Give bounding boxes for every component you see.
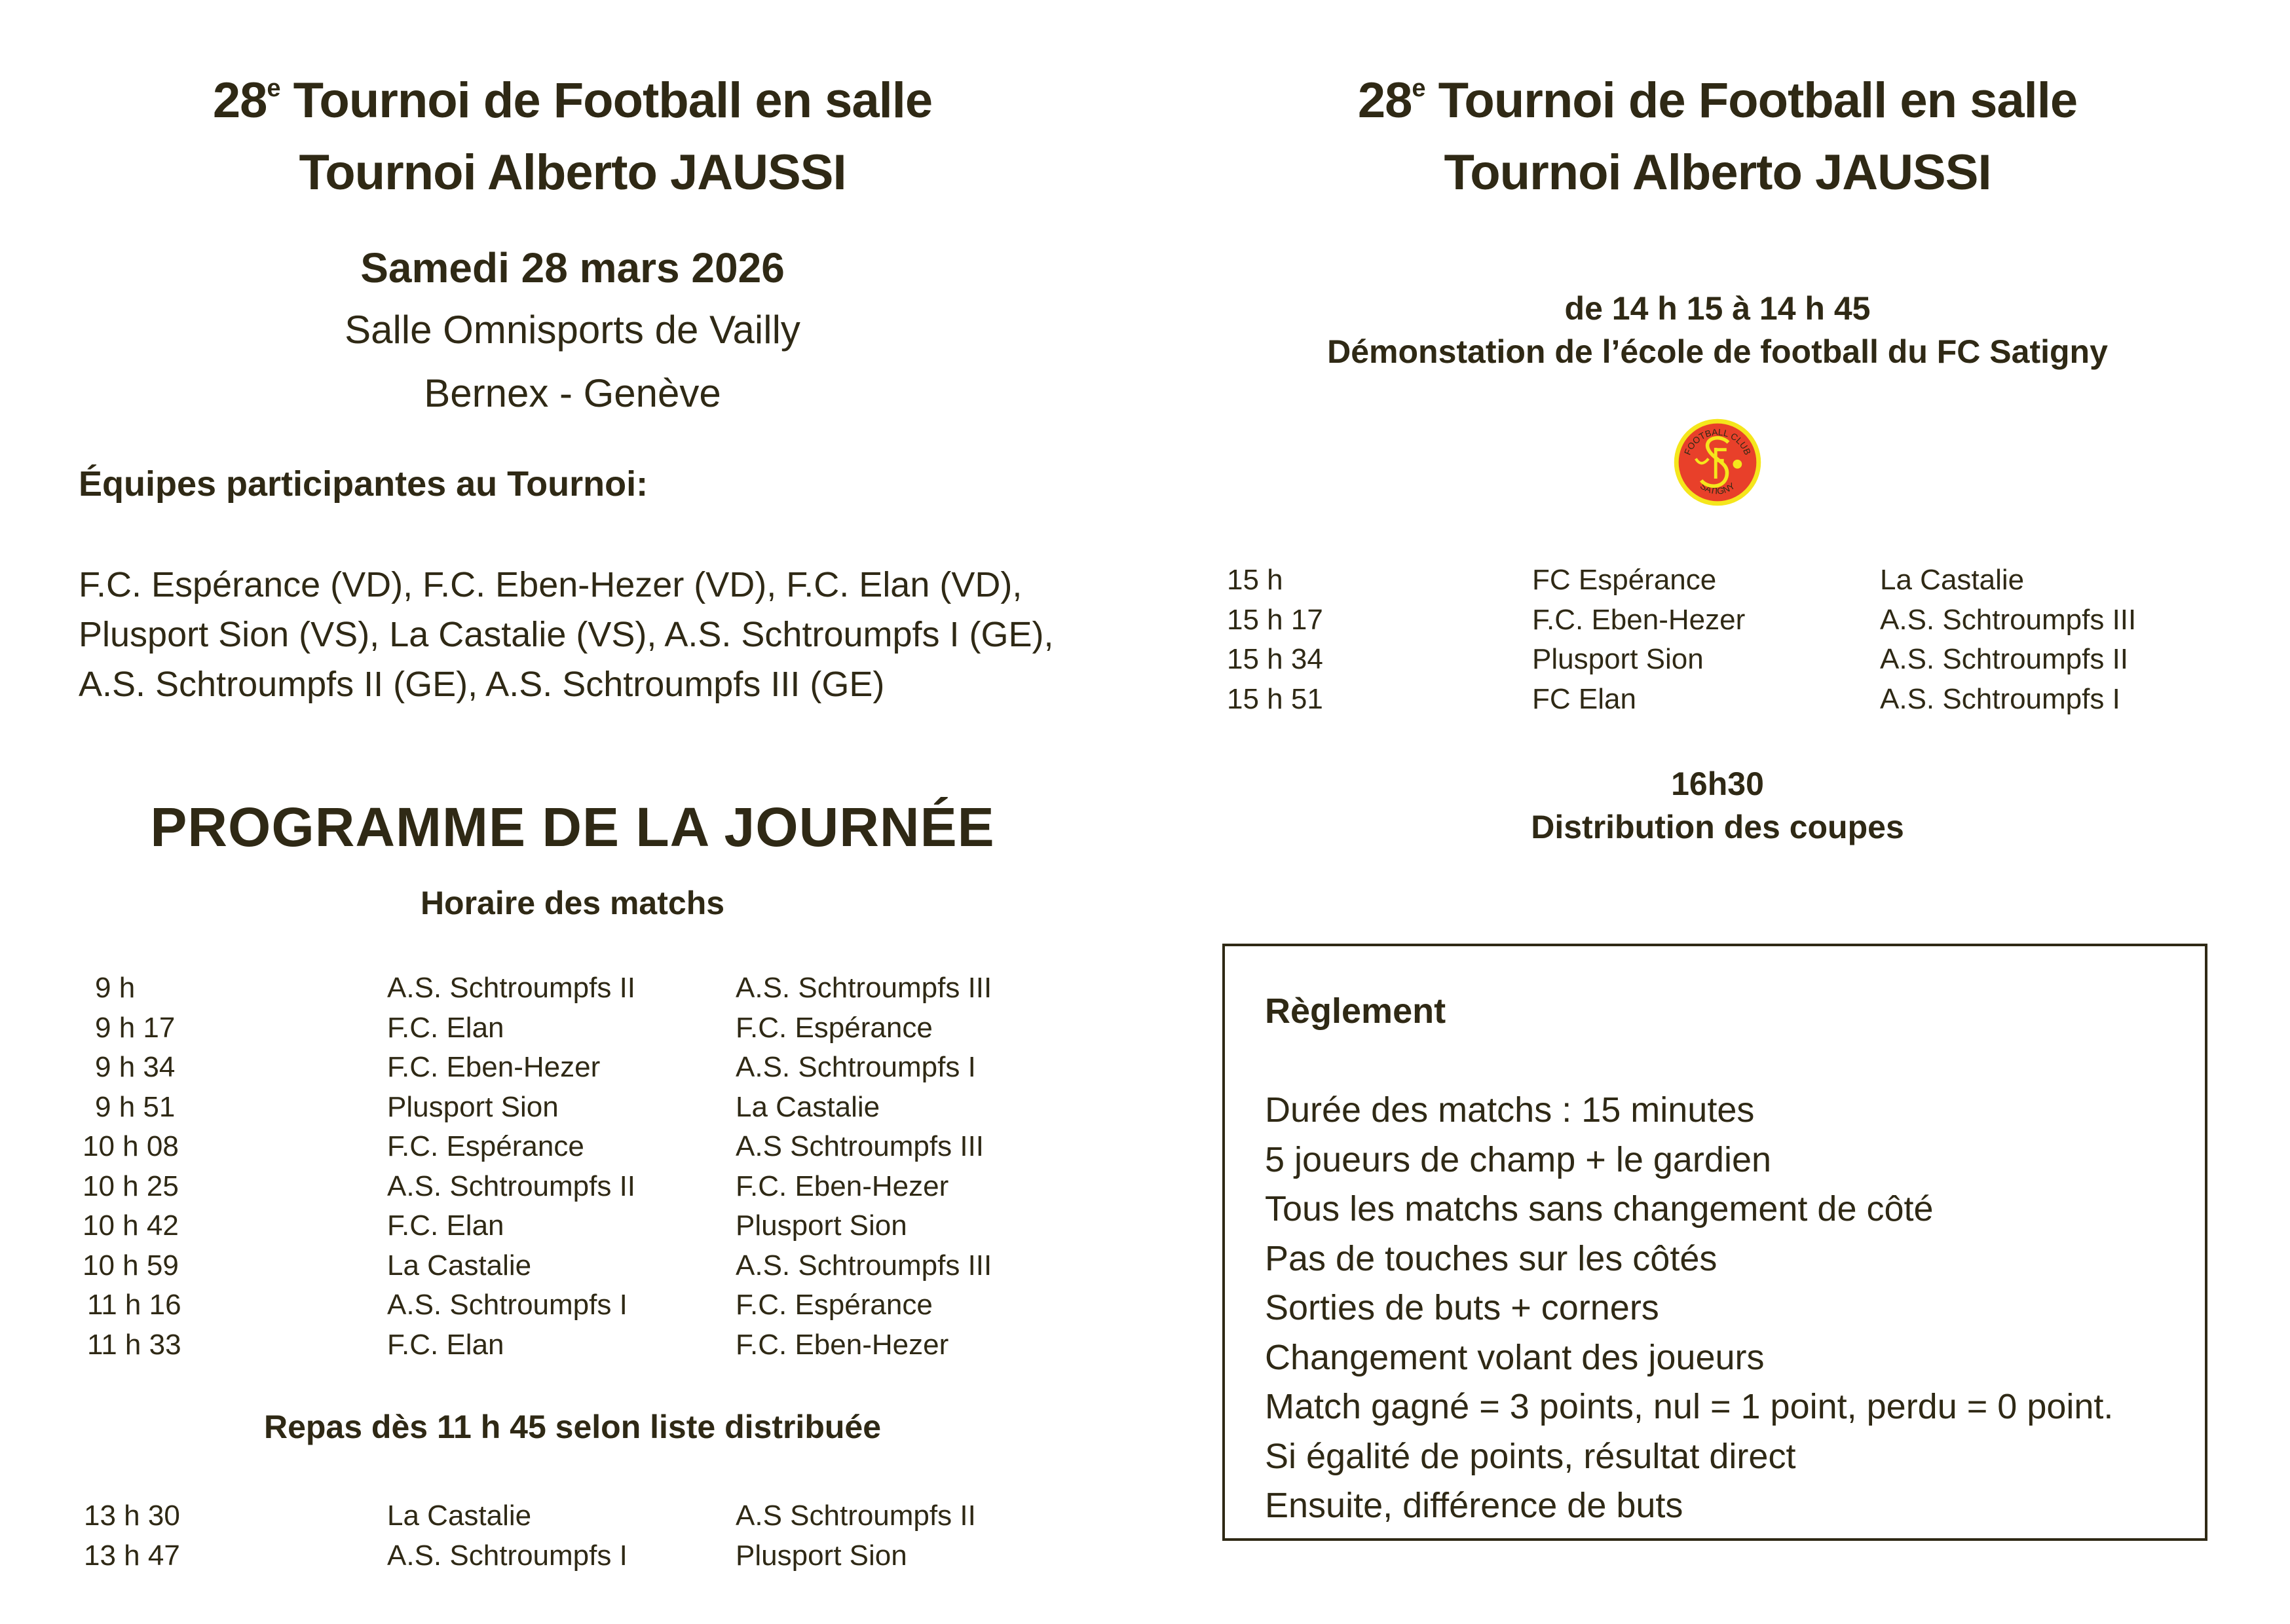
match-time: 15 h [1227,564,1283,596]
match-home-team: F.C. Eben-Hezer [1532,603,1746,636]
event-date: Samedi 28 mars 2026 [360,244,785,291]
match-away-team: A.S. Schtroumpfs I [1880,682,2120,715]
match-time: 10 h 59 [83,1249,179,1282]
left-title-ordinal: e [267,74,280,102]
logo-bottom-text: SATIGNY [1698,481,1737,496]
teams-list-line: F.C. Espérance (VD), F.C. Eben-Hezer (VD), F.C. Elan (VD), [79,565,1023,604]
match-home-team: F.C. Elan [387,1209,504,1242]
logo-star [1733,460,1742,469]
demo-label: Démonstation de l’école de football du FC Satigny [1327,333,2108,370]
match-home-team: La Castalie [387,1249,532,1282]
match-time: 13 h 30 [84,1500,180,1532]
teams-heading: Équipes participantes au Tournoi: [79,464,648,504]
match-away-team: A.S. Schtroumpfs III [736,1249,992,1282]
match-time: 9 h 17 [95,1011,176,1044]
match-away-team: La Castalie [736,1090,880,1123]
cups-time: 16h30 [1671,766,1764,802]
match-home-team: F.C. Eben-Hezer [387,1051,601,1083]
demo-time: de 14 h 15 à 14 h 45 [1564,290,1871,327]
match-time: 10 h 25 [83,1170,179,1202]
match-time: 10 h 08 [83,1130,179,1162]
rules-title: Règlement [1265,991,1446,1031]
match-home-team: A.S. Schtroumpfs I [387,1540,628,1572]
match-away-team: A.S. Schtroumpfs III [736,972,992,1004]
match-away-team: F.C. Eben-Hezer [736,1328,949,1361]
match-home-team: F.C. Espérance [387,1130,584,1162]
right-title [1357,73,2078,128]
teams-list-line: Plusport Sion (VS), La Castalie (VS), A.S. Schtroumpfs I (GE), [79,615,1054,654]
rule-item: Match gagné = 3 points, nul = 1 point, perdu = 0 point. [1265,1387,2114,1426]
match-away-team: F.C. Espérance [736,1011,933,1044]
match-away-team: A.S. Schtroumpfs II [1880,643,2129,675]
teams-list-line: A.S. Schtroumpfs II (GE), A.S. Schtroumpfs III (GE) [79,665,885,704]
left-title-number: 28 [212,73,267,128]
event-venue: Salle Omnisports de Vailly [345,308,800,352]
programme-heading: PROGRAMME DE LA JOURNÉE [150,796,995,858]
match-home-team: FC Elan [1532,682,1636,715]
match-home-team: La Castalie [387,1500,532,1532]
left-title-text: Tournoi de Football en salle [280,73,933,128]
logo-top-text: FOOTBALL CLUB [1682,427,1753,456]
match-time: 11 h 33 [87,1328,181,1361]
match-away-team: Plusport Sion [736,1540,907,1572]
cups-label: Distribution des coupes [1531,809,1904,845]
match-away-team: La Castalie [1880,564,2025,596]
match-away-team: A.S. Schtroumpfs III [1880,603,2137,636]
match-time: 9 h 34 [95,1051,176,1083]
match-home-team: F.C. Elan [387,1328,504,1361]
rule-item: Sorties de buts + corners [1265,1288,1659,1327]
rule-item: Si égalité de points, résultat direct [1265,1436,1796,1476]
match-time: 11 h 16 [87,1289,181,1321]
match-home-team: F.C. Elan [387,1011,504,1044]
right-title-ordinal: e [1412,74,1425,102]
rule-item: Ensuite, différence de buts [1265,1486,1683,1525]
lunch-note: Repas dès 11 h 45 selon liste distribuée [263,1409,882,1445]
right-title-number: 28 [1357,73,1412,128]
match-time: 15 h 51 [1227,682,1323,715]
match-away-team: Plusport Sion [736,1209,907,1242]
right-title-text: Tournoi de Football en salle [1425,73,2078,128]
match-time: 15 h 17 [1227,603,1323,636]
match-away-team: F.C. Eben-Hezer [736,1170,949,1202]
match-home-team: Plusport Sion [1532,643,1704,675]
match-time: 13 h 47 [84,1540,180,1572]
rule-item: Durée des matchs : 15 minutes [1265,1090,1755,1130]
schedule-heading: Horaire des matchs [420,885,725,921]
match-home-team: Plusport Sion [387,1090,559,1123]
left-title [212,73,933,128]
match-time: 9 h [95,972,136,1004]
match-time: 15 h 34 [1227,643,1323,675]
match-away-team: A.S Schtroumpfs II [736,1500,976,1532]
rule-item: Pas de touches sur les côtés [1265,1238,1718,1278]
rule-item: 5 joueurs de champ + le gardien [1265,1139,1772,1179]
rule-item: Tous les matchs sans changement de côté [1265,1189,1934,1228]
match-home-team: A.S. Schtroumpfs II [387,1170,636,1202]
fc-satigny-logo [1672,417,1763,507]
event-city: Bernex - Genève [424,371,721,415]
match-home-team: A.S. Schtroumpfs II [387,972,636,1004]
left-subtitle: Tournoi Alberto JAUSSI [299,145,846,200]
match-home-team: A.S. Schtroumpfs I [387,1289,628,1321]
match-away-team: F.C. Espérance [736,1289,933,1321]
rule-item: Changement volant des joueurs [1265,1337,1765,1377]
match-time: 9 h 51 [95,1090,176,1123]
match-home-team: FC Espérance [1532,564,1717,596]
match-away-team: A.S. Schtroumpfs I [736,1051,976,1083]
match-away-team: A.S Schtroumpfs III [736,1130,985,1162]
match-time: 10 h 42 [83,1209,179,1242]
right-subtitle: Tournoi Alberto JAUSSI [1444,145,1991,200]
